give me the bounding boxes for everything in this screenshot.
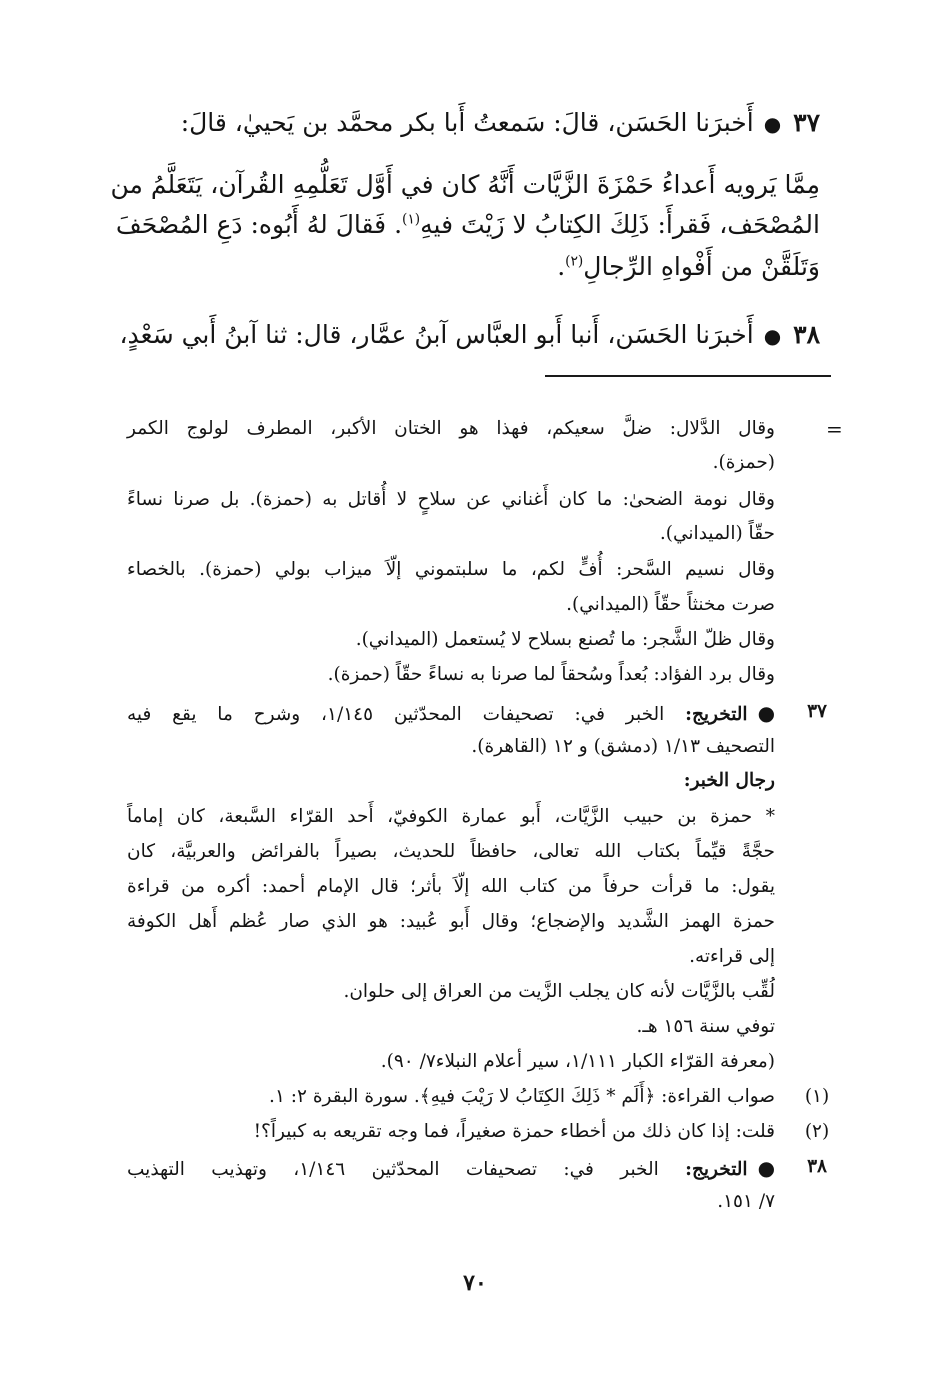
- bullet-icon: ●: [763, 112, 782, 136]
- continuation-marker: =: [826, 417, 843, 441]
- footnote-divider: [545, 375, 831, 377]
- rijal-heading: رجال الخبر:: [683, 770, 775, 791]
- page-number: ٧٠: [463, 1270, 487, 1296]
- report-37-line: مِمَّا يَرويه أَعداءُ حَمْزَةَ الزَّيَّات أَنَّهُ كان في أَوَّل تَعَلُّمِهِ القُرآن، يَتَعَلَّمُ من: [110, 170, 820, 199]
- footnote-line: وقال نسيم السَّحر: أُفٍّ لكم، ما سلبتموني إلّاَ ميزاب بولي (حمزة). بالخصاء: [127, 559, 775, 580]
- footnote-line: (حمزة).: [712, 452, 775, 473]
- footnote-line: وقال نومة الضحىٰ: ما كان أَغناني عن سلاحٍ لا أُقاتل به (حمزة). بل صرنا نساءً: [127, 489, 775, 510]
- takhrij-label: التخريج:: [685, 704, 748, 725]
- footnote-ref[interactable]: (١): [402, 211, 421, 228]
- rijal-line: حجَّةً قيِّماً بكتاب الله تعالى، حافظاً للحديث، بصيراً بالفرائض والعربيَّة، كان: [127, 841, 775, 862]
- bullet-icon: ●: [757, 701, 776, 725]
- footnote-text: قلت: إذا كان ذلك من أخطاء حمزة صغيراً، فما وجه تقريعه به كبيراً؟!: [253, 1121, 775, 1142]
- bullet-icon: ●: [757, 1156, 776, 1180]
- report-number: ٣٨: [793, 320, 820, 349]
- takhrij-label: التخريج:: [685, 1159, 748, 1180]
- report-37-line: المُصْحَف، فَقرأَ: ذَلِكَ الكِتابُ لا زَيْتَ فيهِ$^{(١)}$. فَقالَ لهُ أَبُوه: دَعِ المُصْحَفَ: [115, 210, 820, 239]
- bullet-icon: ●: [763, 324, 782, 348]
- takhrij-37-line: ●التخريج: الخبر في: تصحيفات المحدّثين ١/١٤٥، وشرح ما يقع فيه: [127, 701, 776, 725]
- report-37-line: وَتَلَقَّنْ من أَفْواهِ الرِّجالِ$^{(٢)}$.: [557, 252, 820, 281]
- report-number: ٣٧: [793, 108, 820, 137]
- footnote-ref[interactable]: (٢): [565, 253, 584, 270]
- footnote-line: صرت مخنثاً حقّاً (الميداني).: [566, 594, 775, 615]
- takhrij-37-line: التصحيف ١/١٣ (دمشق) و ١٢ (القاهرة).: [471, 736, 775, 757]
- isnad-text: أَخبرَنا الحَسَن، قالَ: سَمعتُ أَبا بكر محمَّد بن يَحييٰ، قالَ:: [180, 108, 754, 137]
- footnote-number: ٣٧: [807, 701, 827, 722]
- report-38-heading: [119, 320, 820, 349]
- footnote-number: ٣٨: [807, 1156, 827, 1177]
- footnote-number: (١): [804, 1086, 830, 1107]
- footnote-number: (٢): [804, 1121, 830, 1142]
- rijal-line: حمزة الهمز الشَّديد والإضجاع؛ وقال أَبو عُبيد: هو الذي صار عُظم أَهل الكوفة: [127, 911, 775, 932]
- footnote-line: وقال ظلّ الشَّجر: ما تُصنع بسلاح لا يُستعمل (الميداني).: [355, 629, 775, 650]
- report-37-heading: [181, 108, 820, 137]
- rijal-line: لُقِّب بالزَّيَّات لأنه كان يجلب الزَّيت من العراق إلى حلوان.: [343, 981, 775, 1002]
- takhrij-38-line: ●التخريج: الخبر في: تصحيفات المحدّثين ١/١٤٦، وتهذيب التهذيب: [127, 1156, 776, 1180]
- footnote-line: وقال برد الفؤاد: بُعداً وسُحقاً لما صرنا به نساءً حقّاً (حمزة).: [327, 664, 775, 685]
- footnote-line: وقال الدَّلال: ضلَّ سعيكم، فهذا هو الختان الأكبر، المطرف لولوج الكمر: [127, 418, 775, 439]
- isnad-text: أَخبرَنا الحَسَن، أَنبا أَبو العبَّاس آبنُ عمَّار، قال: ثنا آبنُ أَبي سَعْدٍ،: [119, 320, 754, 349]
- rijal-source: (معرفة القرّاء الكبار ١/١١١، سير أعلام النبلاء٧/ ٩٠).: [380, 1051, 775, 1072]
- takhrij-38-line: ٧/ ١٥١.: [717, 1191, 775, 1212]
- footnote-line: حقّاً (الميداني).: [659, 523, 775, 544]
- rijal-line: توفي سنة ١٥٦ هـ.: [636, 1016, 775, 1037]
- rijal-line: يقول: ما قرأت حرفاً من كتاب الله إلّاَ بأثر؛ قال الإمام أحمد: أكره من قراءة: [127, 876, 775, 897]
- rijal-line: * حمزة بن حبيب الزَّيَّات، أَبو عمارة الكوفيّ، أَحد القرّاء السَّبعة، كان إماماً: [127, 806, 775, 827]
- rijal-line: إلى قراءته.: [689, 946, 775, 967]
- footnote-text: صواب القراءة: ﴿أَلَم * ذَلِكَ الكِتَابُ لا رَيْبَ فيهِ﴾. سورة البقرة ٢: ١.: [269, 1086, 775, 1107]
